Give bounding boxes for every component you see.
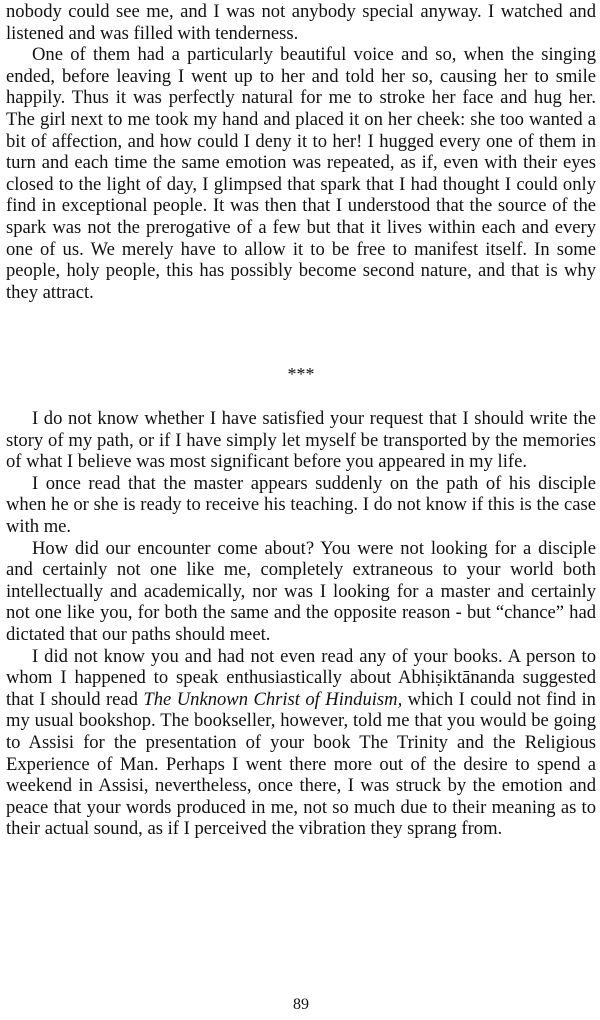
page-number: 89	[293, 996, 309, 1013]
paragraph: How did our encounter come about? You were not looking for a disciple and certainly not one like me, completely extraneous to your world both intellectually and academically, nor was I looking for a master and certainly not one like you, for both the same and the opposite reason - but “chance” had dictated that our paths should meet.	[6, 537, 596, 645]
section-separator: ***	[287, 364, 315, 384]
text-block-top	[6, 1, 596, 303]
paragraph-text: I did not know you and had not even read any of your books. A person to whom I happened to speak enthusiastically about Abhiṣiktānanda suggested that I should read	[6, 645, 596, 710]
book-title: The Unknown Christ of Hinduism,	[143, 688, 403, 710]
paragraph	[6, 646, 596, 840]
paragraph: I once read that the master appears suddenly on the path of his disciple when he or she is ready to receive his teaching. I do not know if this is the case with me.	[6, 472, 596, 537]
paragraph: I do not know whether I have satisfied your request that I should write the story of my path, or if I have simply let myself be transported by the memories of what I believe was most significant before you appeared in my life.	[6, 408, 596, 473]
paragraph-text: which I could not find in my usual bookshop. The bookseller, however, told me that you would be going to Assisi for the presentation of your book The Trinity and the Religious Experience of Man. Perhaps I went there more out of the desire to spend a weekend in Assisi, nevertheless, once there, I was struck by the emotion and peace that your words produced in me, not so much due to their meaning as to their actual sound, as if I perceived the vibration they sprang from.	[6, 688, 596, 840]
paragraph: nobody could see me, and I was not anybody special anyway. I watched and listened and was filled with tenderness.	[6, 1, 596, 44]
paragraph: One of them had a particularly beautiful voice and so, when the singing ended, before leaving I went up to her and told her so, causing her to smile happily. Thus it was perfectly natural for me to stroke her face and hug her. The girl next to me took my hand and placed it on her cheek: she too wanted a bit of affection, and how could I deny it to her! I hugged every one of them in turn and each time the same emotion was repeated, as if, even with their eyes closed to the light of day, I glimpsed that spark that I had thought I could only find in exceptional people. It was then that I understood that the source of the spark was not the prerogative of a few but that it lives within each and every one of us. We merely have to allow it to be free to manifest itself. In some people, holy people, this has possibly become second nature, and that is why they attract.	[6, 44, 596, 303]
book-page	[6, 0, 596, 1020]
text-block-bottom	[6, 408, 596, 840]
